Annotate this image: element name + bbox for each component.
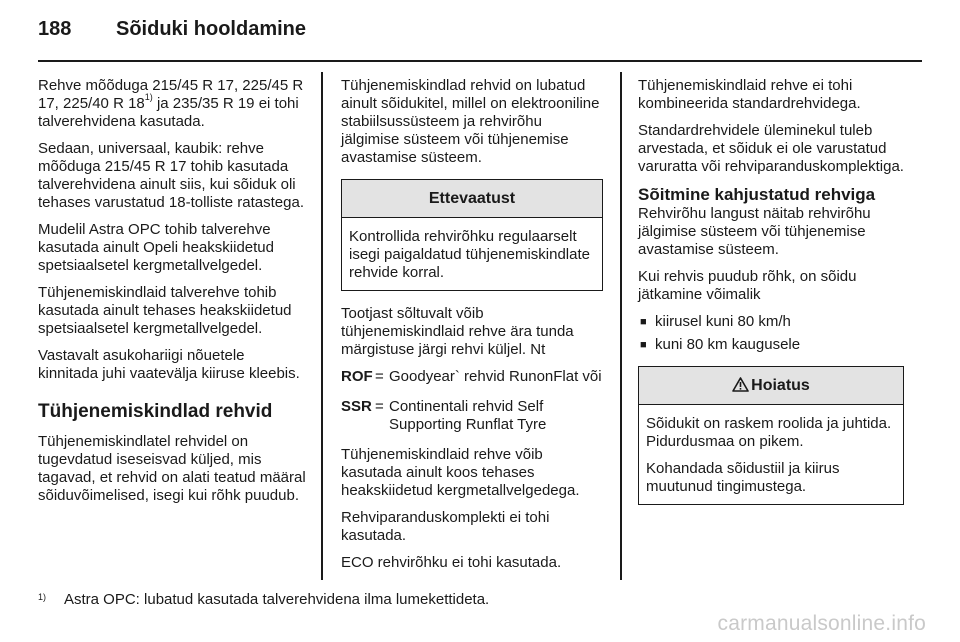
paragraph-markings: Tootjast sõltuvalt võib tühjenemiskindlaid rehve ära tunda märgistuse järgi rehvi küljel. Nt xyxy=(341,305,574,358)
caution-box xyxy=(341,179,603,291)
footnote-text: Astra OPC: lubatud kasutada talverehvidena ilma lumekettideta. xyxy=(64,591,490,608)
footnote xyxy=(38,591,489,609)
section-heading-damaged-tire: Sõitmine kahjustatud rehviga xyxy=(638,185,876,204)
column-3 xyxy=(638,77,904,519)
footnote-mark: 1) xyxy=(38,592,47,602)
paragraph-speed-sticker: Vastavalt asukohariigi nõuetele kinnitada juhi vaatevälja kiiruse kleebis. xyxy=(38,347,300,382)
page-header xyxy=(38,18,306,48)
paragraph-body-types: Sedaan, universaal, kaubik: rehve mõõduga 215/45 R 17 tohib kasutada talverehvidena ainult siis, kui sõiduk oli tehases varustatud 18-tolliste ratastega. xyxy=(38,140,304,211)
list-item: ■ kiirusel kuni 80 km/h xyxy=(640,313,791,330)
column-divider-2 xyxy=(620,72,622,580)
paragraph-eco-pressure: ECO rehvirõhku ei tohi kasutada. xyxy=(341,554,562,571)
section-heading-runflat: Tühjenemiskindlad rehvid xyxy=(38,401,273,422)
list-item: ■ kuni 80 km kaugusele xyxy=(640,336,801,353)
definition-separator: = xyxy=(375,398,384,415)
warning-title: Hoiatus xyxy=(751,377,810,394)
warning-text-1: Sõidukit on raskem roolida ja juhtida. Pidurdusmaa on pikem. xyxy=(646,415,892,450)
watermark: carmanualsonline.info xyxy=(717,612,926,635)
definition-key: ROF xyxy=(341,368,373,385)
page-number: 188 xyxy=(38,18,72,40)
paragraph-pressure-drop: Rehvirõhu langust näitab rehvirõhu jälgimise süsteem või tühjenemise avastamise süsteem. xyxy=(638,205,871,258)
paragraph-continue-driving: Kui rehvis puudub rõhk, on sõidu jätkamine võimalik xyxy=(638,268,857,303)
paragraph-repair-kit: Rehviparanduskomplekti ei tohi kasutada. xyxy=(341,509,550,544)
caution-title: Ettevaatust xyxy=(342,180,602,218)
footnote-reference[interactable]: 1) xyxy=(144,92,153,102)
warning-text-2: Kohandada sõidustiil ja kiirus muutunud tingimustega. xyxy=(646,460,840,495)
paragraph-alloy-wheels: Tühjenemiskindlaid rehve võib kasutada ainult koos tehases heakskiidetud kergmetallvelgedega. xyxy=(341,446,580,499)
column-2 xyxy=(341,77,603,581)
definition-ssr xyxy=(341,398,603,434)
caution-text: Kontrollida rehvirõhku regulaarselt isegi paigaldatud tühjenemiskindlate rehvide korral. xyxy=(349,228,590,281)
page-title: Sõiduki hooldamine xyxy=(116,18,307,40)
column-divider-1 xyxy=(321,72,323,580)
paragraph-runflat-winter: Tühjenemiskindlaid talverehve tohib kasutada ainult tehases heakskiidetud spetsiaalsetel kergmetallvelgedel. xyxy=(38,284,292,337)
bullet-square-icon: ■ xyxy=(640,316,647,328)
header-divider xyxy=(38,60,922,62)
bullet-square-icon: ■ xyxy=(640,339,647,351)
paragraph-tire-sizes: Rehve mõõduga 215/45 R 17, 225/45 R 17, 225/40 R 18$^{1)}$ ja 235/35 R 19 ei tohi talverehvidena kasutada. xyxy=(38,77,304,130)
paragraph-runflat-allowed: Tühjenemiskindlad rehvid on lubatud ainult sõidukitel, millel on elektrooniline stabiilsussüsteem ja rehvirõhu jälgimise süsteem või tühjenemise avastamise süsteem. xyxy=(341,77,600,166)
definition-rof xyxy=(341,368,603,386)
definition-value: Continentali rehvid Self Supporting Runflat Tyre xyxy=(389,398,547,433)
paragraph-astra-opc: Mudelil Astra OPC tohib talverehve kasutada ainult Opeli heakskiidetud spetsiaalsetel kergmetallvelgedel. xyxy=(38,221,274,274)
warning-box xyxy=(638,366,904,505)
paragraph-no-mixing: Tühjenemiskindlaid rehve ei tohi kombineerida standardrehvidega. xyxy=(638,77,861,112)
definition-key: SSR xyxy=(341,398,372,415)
column-1 xyxy=(38,77,306,514)
paragraph-switching: Standardrehvidele üleminekul tuleb arvestada, et sõiduk ei ole varustatud varuratta või rehviparanduskomplektiga. xyxy=(638,122,904,175)
warning-triangle-icon xyxy=(732,377,749,392)
definition-value: Goodyear` rehvid RunonFlat või xyxy=(389,368,602,385)
paragraph-runflat-intro: Tühjenemiskindlatel rehvidel on tugevdatud iseseisvad küljed, mis tagavad, et rehvid on alati teatud määral sõiduvõimelised, isegi kui rõhk puudub. xyxy=(38,433,306,504)
definition-separator: = xyxy=(375,368,384,385)
warning-header xyxy=(639,367,903,405)
